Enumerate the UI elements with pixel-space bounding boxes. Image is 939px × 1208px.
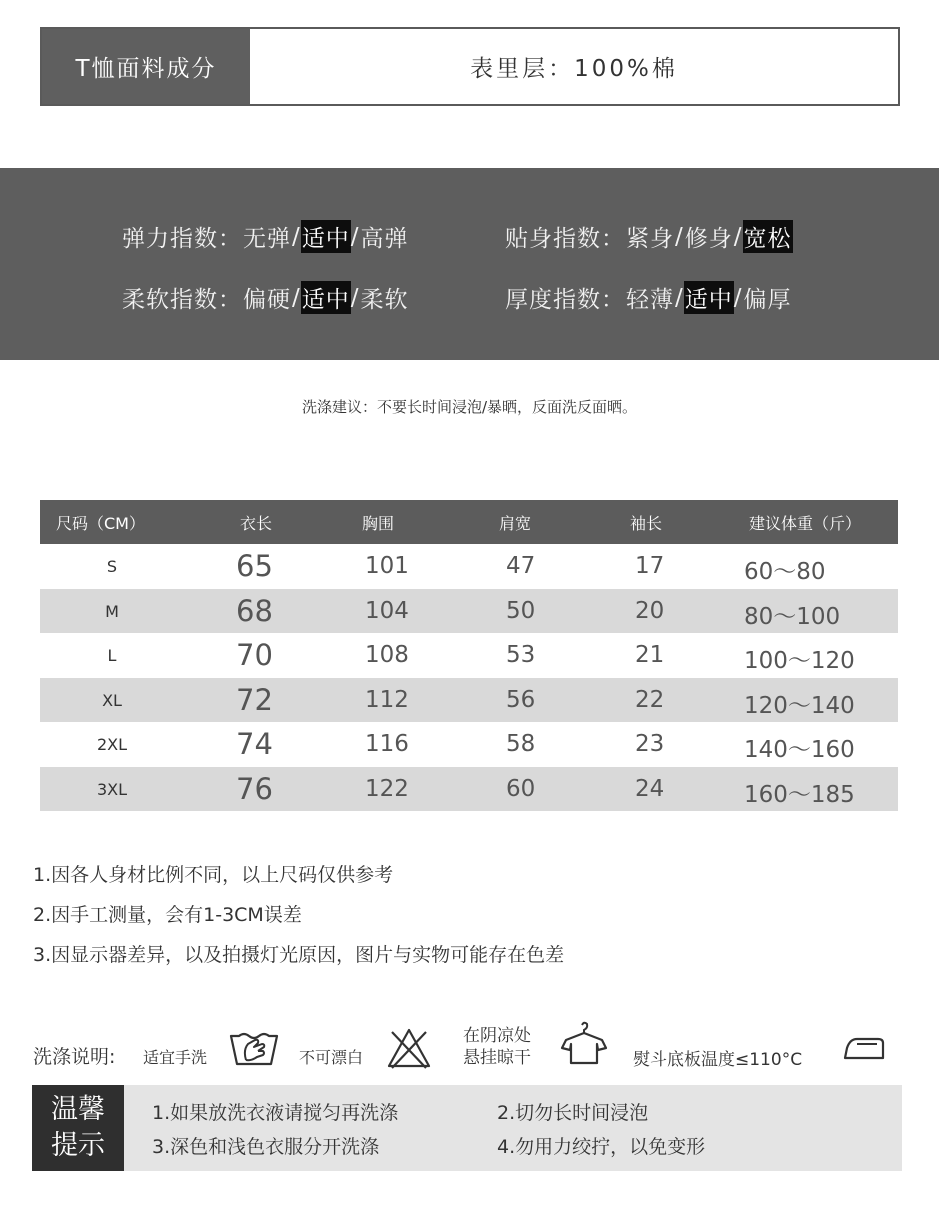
measure-cell: 17	[635, 553, 665, 579]
measure-cell: 160～185	[744, 781, 855, 808]
fit-index	[505, 220, 793, 253]
no-bleach-icon	[386, 1026, 432, 1070]
measure-cell: 112	[365, 686, 409, 713]
measure-cell: 104	[365, 597, 409, 624]
softness-index	[122, 281, 410, 314]
measure-cell: 47	[506, 553, 536, 579]
iron-icon	[843, 1036, 885, 1062]
index-option-selected: 适中	[684, 281, 734, 314]
header-size: 尺码（CM）	[56, 514, 145, 533]
measure-cell: 80～100	[744, 603, 841, 630]
measure-cell: 68	[236, 593, 273, 628]
index-option: 偏硬	[243, 287, 291, 313]
option-separator: /	[350, 284, 360, 311]
wash-title: 洗涤说明:	[33, 1046, 116, 1068]
table-row	[40, 589, 898, 634]
index-option: 高弹	[360, 226, 409, 252]
size-cell: L	[107, 646, 117, 665]
index-option: 紧身	[626, 226, 674, 252]
measure-cell: 122	[365, 775, 409, 802]
table-row	[40, 767, 898, 812]
measure-cell: 56	[506, 686, 536, 713]
header-length: 衣长	[240, 514, 273, 533]
tips-panel	[32, 1085, 902, 1171]
size-table	[40, 500, 898, 811]
size-table-header	[40, 500, 898, 544]
measure-cell: 60～80	[744, 559, 826, 585]
fabric-label: T恤面料成分	[42, 29, 250, 104]
note-item: 2.因手工测量，会有1-3CM误差	[33, 904, 302, 926]
tip-item: 3.深色和浅色衣服分开洗涤	[152, 1136, 380, 1158]
no-bleach-label: 不可漂白	[299, 1048, 364, 1067]
option-separator: /	[733, 223, 743, 250]
index-label: 厚度指数：	[505, 287, 625, 313]
header-chest: 胸围	[362, 514, 395, 533]
measure-cell: 65	[236, 549, 273, 583]
fit-index-panel	[0, 168, 939, 360]
fabric-composition	[40, 27, 900, 106]
index-option-selected: 适中	[301, 220, 351, 253]
size-cell: S	[106, 557, 118, 576]
measure-cell: 100～120	[744, 648, 855, 674]
wash-advice: 洗涤建议：不要长时间浸泡/暴晒，反面洗反面晒。	[301, 398, 638, 416]
size-cell: XL	[102, 690, 122, 710]
option-separator: /	[733, 284, 743, 311]
fabric-value: 表里层：100%棉	[470, 56, 678, 82]
table-row	[40, 633, 898, 678]
measure-cell: 108	[365, 642, 409, 668]
index-option-selected: 适中	[301, 281, 351, 314]
measure-cell: 116	[365, 731, 409, 757]
size-cell: M	[105, 601, 119, 621]
table-row	[40, 544, 898, 589]
measure-cell: 140～160	[744, 737, 855, 763]
tip-item: 2.切勿长时间浸泡	[497, 1102, 649, 1124]
note-item: 3.因显示器差异，以及拍摄灯光原因，图片与实物可能存在色差	[33, 944, 565, 966]
tip-item: 1.如果放洗衣液请搅匀再洗涤	[152, 1102, 399, 1124]
measure-cell: 53	[506, 642, 536, 668]
size-table-body	[40, 544, 898, 811]
header-sleeve: 袖长	[630, 514, 663, 533]
option-separator: /	[292, 223, 301, 250]
hang-dry-label-1: 在阴凉处	[463, 1026, 531, 1046]
measure-cell: 22	[635, 686, 665, 713]
measure-cell: 101	[365, 553, 409, 579]
option-separator: /	[350, 223, 360, 250]
header-weight: 建议体重（斤）	[749, 514, 862, 533]
index-option: 轻薄	[626, 287, 674, 313]
measure-cell: 58	[506, 731, 536, 757]
measure-cell: 23	[635, 731, 665, 757]
measure-cell: 20	[635, 597, 665, 624]
hand-wash-icon	[228, 1030, 280, 1070]
option-separator: /	[675, 284, 684, 311]
wash-instructions	[0, 1018, 939, 1078]
iron-label: 熨斗底板温度≤110°C	[633, 1050, 803, 1070]
measure-cell: 72	[236, 682, 273, 717]
measure-cell: 24	[635, 775, 665, 802]
size-cell: 3XL	[96, 779, 128, 799]
tips-title: 温馨 提示	[32, 1085, 124, 1171]
table-row	[40, 722, 898, 767]
size-notes	[33, 860, 564, 980]
measure-cell: 120～140	[744, 692, 855, 719]
index-label: 贴身指数：	[505, 226, 625, 252]
option-separator: /	[675, 223, 684, 250]
index-option: 修身	[684, 226, 733, 252]
measure-cell: 21	[635, 642, 665, 668]
measure-cell: 60	[506, 775, 536, 802]
measure-cell: 74	[236, 727, 273, 761]
size-cell: 2XL	[96, 735, 128, 754]
measure-cell: 50	[506, 597, 536, 624]
note-item: 1.因各人身材比例不同，以上尺码仅供参考	[33, 864, 394, 886]
measure-cell: 76	[236, 771, 273, 806]
table-row	[40, 678, 898, 723]
measure-cell: 70	[236, 638, 273, 672]
hang-dry-label-2: 悬挂晾干	[463, 1048, 531, 1068]
index-option: 无弹	[243, 226, 291, 252]
index-label: 柔软指数：	[122, 287, 242, 313]
index-option: 柔软	[360, 287, 409, 313]
hang-dry-icon	[560, 1020, 608, 1066]
index-option: 偏厚	[743, 287, 792, 313]
thickness-index	[505, 281, 793, 314]
stretch-index	[122, 220, 410, 253]
index-option-selected: 宽松	[743, 220, 793, 253]
tip-item: 4.勿用力绞拧，以免变形	[497, 1136, 706, 1158]
option-separator: /	[292, 284, 301, 311]
hand-wash-label: 适宜手洗	[143, 1048, 208, 1067]
index-label: 弹力指数：	[122, 226, 242, 252]
header-shoulder: 肩宽	[499, 514, 532, 533]
